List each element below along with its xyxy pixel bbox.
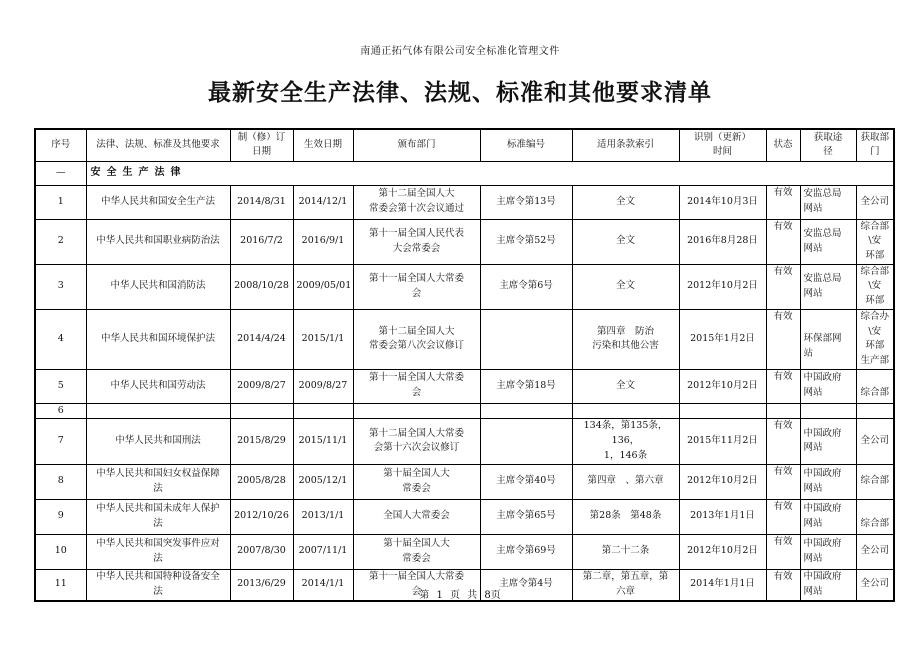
cell-source: 安监总局 网站 <box>800 219 856 264</box>
cell-regulation-name: 中华人民共和国特种设备安全 法 <box>86 569 230 601</box>
cell-revision-date: 2016/7/2 <box>230 219 293 264</box>
cell-regulation-name: 中华人民共和国妇女权益保障 法 <box>86 464 230 499</box>
cell-dept: 综合部 <box>856 464 894 499</box>
table-row <box>35 309 894 369</box>
cell-standard-no: 主席令第4号 <box>480 569 572 601</box>
cell-identified-time: 2016年8月28日 <box>679 219 766 264</box>
cell-seq: 11 <box>35 569 86 601</box>
cell-source: 安监总局 网站 <box>800 264 856 309</box>
cell-status: 有效 <box>766 264 800 309</box>
table-row <box>35 419 894 464</box>
cell-revision-date: 2008/10/28 <box>230 264 293 309</box>
cell-standard-no: 主席令第69号 <box>480 534 572 569</box>
cell-effective-date: 2009/05/01 <box>293 264 353 309</box>
cell-source: 中国政府 网站 <box>800 534 856 569</box>
header-regulation-name: 法律、法规、标准及其他要求 <box>86 129 230 161</box>
cell-regulation-name: 中华人民共和国刑法 <box>86 419 230 464</box>
cell-effective-date: 2009/8/27 <box>293 369 353 403</box>
cell-revision-date: 2014/4/24 <box>230 309 293 369</box>
cell-effective-date: 2015/1/1 <box>293 309 353 369</box>
cell-effective-date: 2005/12/1 <box>293 464 353 499</box>
cell-effective-date: 2016/9/1 <box>293 219 353 264</box>
cell-effective-date: 2007/11/1 <box>293 534 353 569</box>
cell-revision-date: 2005/8/28 <box>230 464 293 499</box>
cell-identified-time: 2014年10月3日 <box>679 185 766 219</box>
cell-standard-no <box>480 403 572 419</box>
cell-clause-index: 第四章 、第六章 <box>572 464 679 499</box>
cell-status <box>766 403 800 419</box>
cell-dept: 综合部\安 环部 <box>856 219 894 264</box>
cell-status: 有效 <box>766 464 800 499</box>
cell-status: 有效 <box>766 534 800 569</box>
table-row <box>35 403 894 419</box>
cell-clause-index: 全文 <box>572 264 679 309</box>
cell-dept: 综合办\安 环部 生产部 <box>856 309 894 369</box>
cell-standard-no: 主席令第18号 <box>480 369 572 403</box>
cell-regulation-name <box>86 403 230 419</box>
cell-dept: 全公司 <box>856 569 894 601</box>
section-number: — <box>35 161 86 185</box>
cell-issuing-dept: 第十一届全国人大常委 会 <box>353 264 480 309</box>
cell-effective-date: 2015/11/1 <box>293 419 353 464</box>
section-row <box>35 161 894 185</box>
cell-source: 中国政府 网站 <box>800 369 856 403</box>
cell-effective-date: 2014/1/1 <box>293 569 353 601</box>
cell-source: 中国政府 网站 <box>800 499 856 534</box>
cell-seq: 7 <box>35 419 86 464</box>
document-header: 南通正拓气体有限公司安全标准化管理文件 <box>360 46 560 57</box>
cell-seq: 9 <box>35 499 86 534</box>
section-label: 安全生产法律 <box>86 161 894 185</box>
cell-standard-no: 主席令第40号 <box>480 464 572 499</box>
cell-identified-time: 2015年11月2日 <box>679 419 766 464</box>
cell-issuing-dept: 第十届全国人大 常委会 <box>353 464 480 499</box>
cell-dept <box>856 403 894 419</box>
cell-dept: 全公司 <box>856 185 894 219</box>
cell-issuing-dept: 第十二届全国人大常委 会第十六次会议修订 <box>353 419 480 464</box>
header-dept: 获取部门 <box>856 129 894 161</box>
header-issuing-dept: 颁布部门 <box>353 129 480 161</box>
cell-status: 有效 <box>766 499 800 534</box>
header-seq: 序号 <box>35 129 86 161</box>
table-header-row <box>35 129 894 161</box>
table-row <box>35 464 894 499</box>
cell-clause-index <box>572 403 679 419</box>
cell-issuing-dept: 全国人大常委会 <box>353 499 480 534</box>
cell-status: 有效 <box>766 309 800 369</box>
header-revision-date: 制（修）订 日期 <box>230 129 293 161</box>
cell-issuing-dept: 第十一届全国人民代表 大会常委会 <box>353 219 480 264</box>
cell-dept: 综合部 <box>856 499 894 534</box>
table-row <box>35 499 894 534</box>
cell-source: 中国政府 网站 <box>800 419 856 464</box>
header-identified-time: 识别（更新） 时间 <box>679 129 766 161</box>
cell-dept: 综合部 <box>856 369 894 403</box>
table-row <box>35 534 894 569</box>
cell-clause-index: 全文 <box>572 185 679 219</box>
cell-status: 有效 <box>766 569 800 601</box>
cell-source: 中国政府 网站 <box>800 569 856 601</box>
cell-effective-date: 2014/12/1 <box>293 185 353 219</box>
cell-regulation-name: 中华人民共和国环境保护法 <box>86 309 230 369</box>
cell-source: 中国政府 网站 <box>800 464 856 499</box>
cell-regulation-name: 中华人民共和国突发事件应对 法 <box>86 534 230 569</box>
cell-identified-time: 2013年1月1日 <box>679 499 766 534</box>
document-title: 最新安全生产法律、法规、标准和其他要求清单 <box>208 80 712 106</box>
cell-standard-no <box>480 309 572 369</box>
cell-identified-time: 2012年10月2日 <box>679 264 766 309</box>
cell-seq: 3 <box>35 264 86 309</box>
header-status: 状态 <box>766 129 800 161</box>
cell-dept: 全公司 <box>856 534 894 569</box>
cell-effective-date <box>293 403 353 419</box>
cell-regulation-name: 中华人民共和国安全生产法 <box>86 185 230 219</box>
cell-regulation-name: 中华人民共和国未成年人保护 法 <box>86 499 230 534</box>
cell-standard-no: 主席令第13号 <box>480 185 572 219</box>
cell-seq: 2 <box>35 219 86 264</box>
cell-status: 有效 <box>766 219 800 264</box>
cell-issuing-dept <box>353 403 480 419</box>
cell-identified-time: 2012年10月2日 <box>679 464 766 499</box>
cell-revision-date: 2012/10/26 <box>230 499 293 534</box>
cell-clause-index: 第二十二条 <box>572 534 679 569</box>
cell-seq: 10 <box>35 534 86 569</box>
cell-regulation-name: 中华人民共和国职业病防治法 <box>86 219 230 264</box>
cell-clause-index: 全文 <box>572 219 679 264</box>
cell-standard-no: 主席令第6号 <box>480 264 572 309</box>
cell-issuing-dept: 第十一届全国人大常委 会 <box>353 369 480 403</box>
cell-status: 有效 <box>766 185 800 219</box>
cell-regulation-name: 中华人民共和国劳动法 <box>86 369 230 403</box>
regulations-table <box>34 128 895 602</box>
cell-revision-date: 2015/8/29 <box>230 419 293 464</box>
cell-clause-index: 第二章，第五章，第 六章 <box>572 569 679 601</box>
cell-dept: 综合部\安 环部 <box>856 264 894 309</box>
cell-issuing-dept: 第十届全国人大 常委会 <box>353 534 480 569</box>
cell-standard-no: 主席令第52号 <box>480 219 572 264</box>
table-row <box>35 369 894 403</box>
cell-status: 有效 <box>766 369 800 403</box>
cell-seq: 1 <box>35 185 86 219</box>
cell-standard-no <box>480 419 572 464</box>
cell-revision-date: 2007/8/30 <box>230 534 293 569</box>
cell-revision-date: 2014/8/31 <box>230 185 293 219</box>
cell-issuing-dept: 第十二届全国人大 常委会第十次会议通过 <box>353 185 480 219</box>
cell-source <box>800 403 856 419</box>
header-effective-date: 生效日期 <box>293 129 353 161</box>
cell-source: 环保部网 站 <box>800 309 856 369</box>
header-source: 获取途 径 <box>800 129 856 161</box>
cell-issuing-dept: 第十二届全国人大 常委会第八次会议修订 <box>353 309 480 369</box>
cell-clause-index: 134条，第135条，136， 1，146条 <box>572 419 679 464</box>
cell-seq: 6 <box>35 403 86 419</box>
cell-revision-date: 2013/6/29 <box>230 569 293 601</box>
cell-seq: 5 <box>35 369 86 403</box>
cell-dept: 全公司 <box>856 419 894 464</box>
cell-effective-date: 2013/1/1 <box>293 499 353 534</box>
header-standard-no: 标准编号 <box>480 129 572 161</box>
cell-identified-time <box>679 403 766 419</box>
cell-standard-no: 主席令第65号 <box>480 499 572 534</box>
cell-identified-time: 2015年1月2日 <box>679 309 766 369</box>
page-number: 第 1 页 共 8页 <box>419 590 501 601</box>
cell-source: 安监总局 网站 <box>800 185 856 219</box>
cell-identified-time: 2012年10月2日 <box>679 369 766 403</box>
header-clause-index: 适用条款索引 <box>572 129 679 161</box>
cell-issuing-dept: 第十一届全国人大常委 会 <box>353 569 480 601</box>
cell-revision-date: 2009/8/27 <box>230 369 293 403</box>
table-row <box>35 219 894 264</box>
cell-identified-time: 2012年10月2日 <box>679 534 766 569</box>
cell-status: 有效 <box>766 419 800 464</box>
cell-seq: 8 <box>35 464 86 499</box>
table-row <box>35 185 894 219</box>
table-row <box>35 264 894 309</box>
cell-clause-index: 第28条 第48条 <box>572 499 679 534</box>
cell-clause-index: 第四章 防治 污染和其他公害 <box>572 309 679 369</box>
cell-revision-date <box>230 403 293 419</box>
cell-identified-time: 2014年1月1日 <box>679 569 766 601</box>
cell-clause-index: 全文 <box>572 369 679 403</box>
cell-seq: 4 <box>35 309 86 369</box>
cell-regulation-name: 中华人民共和国消防法 <box>86 264 230 309</box>
